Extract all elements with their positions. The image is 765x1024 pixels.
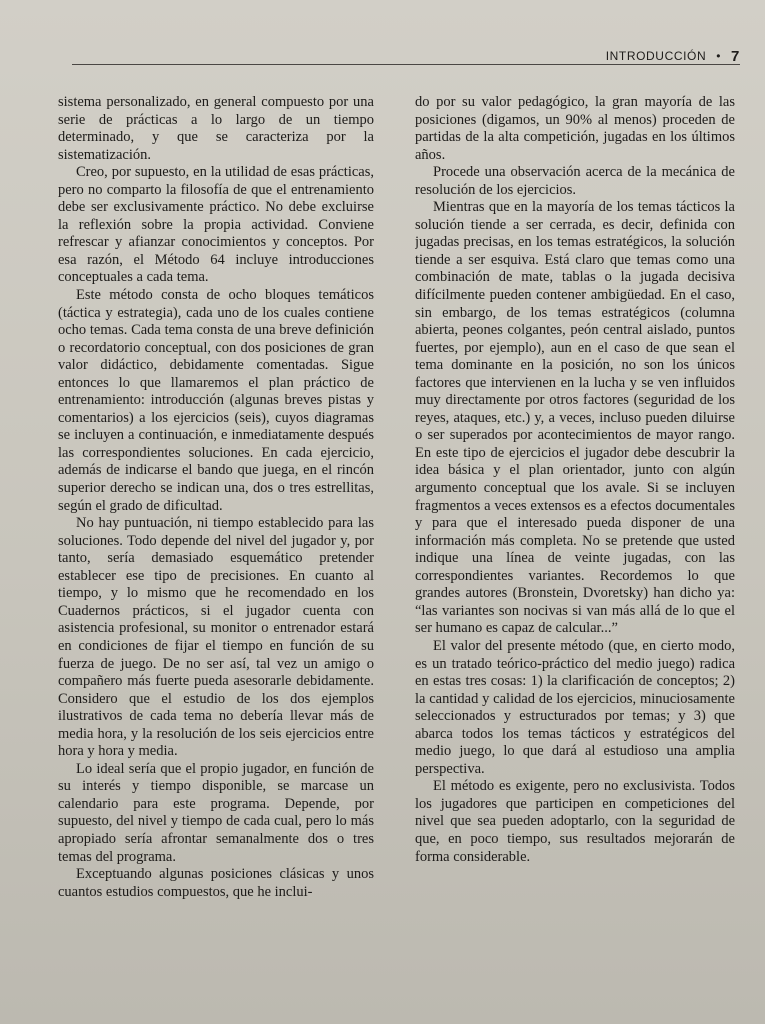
page-number: 7 [731,47,740,65]
right-column [415,94,735,1014]
paragraph: Creo, por supuesto, en la utilidad de esas prácticas, pero no comparto la filosofía de que el entrenamiento debe ser exclusivamente práctico. No debe excluirse la reflexión sobre la propia actividad. Conviene refrescar y afianzar conocimientos y conceptos. Por esa razón, el Método 64 incluye introducciones conceptuales a cada tema. [58,164,374,286]
paragraph: Lo ideal sería que el propio jugador, en función de su interés y tiempo disponible, se marcase un calendario para este programa. Depende, por supuesto, del nivel y tiempo de cada cual, pero lo más apropiado sería afrontar semanalmente dos o tres temas del programa. [58,760,374,865]
paragraph: Este método consta de ocho bloques temáticos (táctica y estrategia), cada uno de los cuales contiene ocho temas. Cada tema consta de una breve definición o recordatorio conceptual, con dos posiciones de gran valor didáctico, debidamente comentadas. Sigue entonces lo que llamaremos el plan práctico de entrenamiento: introducción (algunas breves pistas y comentarios) a los ejercicios (seis), cuyos diagramas se incluyen a continuación, e inmediatamente después las correspondientes soluciones. En cada ejercicio, además de indicarse el bando que juega, en el rincón superior derecho se indican una, dos o tres estrellitas, según el grado de dificultad. [58,287,374,514]
paragraph: El método es exigente, pero no exclusivista. Todos los jugadores que participen en competiciones del nivel que sea pueden adoptarlo, con la seguridad de que, en poco tiempo, sus resultados mejorarán de forma considerable. [415,778,735,865]
left-column [58,94,374,1014]
paragraph: Procede una observación acerca de la mecánica de resolución de los ejercicios. [415,164,735,198]
section-title: INTRODUCCIÓN [605,49,707,63]
paragraph: Exceptuando algunas posiciones clásicas y unos cuantos estudios compuestos, que he inclui- [58,866,374,900]
paragraph: No hay puntuación, ni tiempo establecido para las soluciones. Todo depende del nivel del jugador y, por tanto, sería demasiado esquemático pretender establecer ese tipo de precisiones. En cuanto al tiempo, y lo mismo que he recomendado en los Cuadernos prácticos, si el jugador cuenta con asistencia profesional, su monitor o entrenador estará en condiciones de fijar el tiempo en función de su fuerza de juego. De no ser así, tal vez un amigo o compañero más fuerte pueda asesorarle debidamente. Considero que el estudio de los dos ejemplos ilustrativos de cada tema no debería llevar más de media hora, y la resolución de los seis ejercicios entre hora y hora y media. [58,515,374,760]
paragraph: do por su valor pedagógico, la gran mayoría de las posiciones (digamos, un 90% al menos) proceden de partidas de la alta competición, jugadas en los últimos años. [415,94,735,163]
paragraph: sistema personalizado, en general compuesto por una serie de prácticas a lo largo de un tiempo determinado, y que se caracteriza por la sistematización. [58,94,374,163]
paragraph: El valor del presente método (que, en cierto modo, es un tratado teórico-práctico del medio juego) radica en estas tres cosas: 1) la clarificación de conceptos; 2) la cantidad y calidad de los ejercicios, minuciosamente seleccionados y estructurados por temas; y 3) que abarca todos los temas tácticos y estratégicos del medio juego, lo que dará al estudioso una amplia perspectiva. [415,637,735,777]
paragraph: Mientras que en la mayoría de los temas tácticos la solución tiende a ser cerrada, es decir, definida con jugadas precisas, en los temas estratégicos, la solución tiende a ser esquiva. Está claro que temas como una combinación de mate, tablas o la jugada decisiva difícilmente pueden contener ambigüedad. En el caso, sin embargo, de los temas estratégicos (columna abierta, peones colgantes, peón central aislado, puntos fuertes, por ejemplo), aun en el caso de que sean el tema dominante en la posición, no son los únicos factores que intervienen en la lucha y se ven influidos muy directamente por otros factores (seguridad de los reyes, ataques, etc.) y, a veces, incluso pueden diluirse o ser superados por acontecimientos de mayor rango. En este tipo de ejercicios el jugador debe descubrir la idea básica y el plan orientador, junto con algún argumento conceptual que los avale. Si se incluyen fragmentos a veces extensos es a efectos documentales y para que el interesado pueda disponer de una información más completa. No se pretende que usted indique una línea de veinte jugadas, con las correspondientes variantes. Recordemos lo que grandes autores (Bronstein, Dvoretsky) han dicho ya: “las variantes son nocivas si van más allá de lo que el ser humano es capaz de calcular...” [415,199,735,637]
header-bullet: • [716,49,722,63]
header-rule [72,64,740,65]
